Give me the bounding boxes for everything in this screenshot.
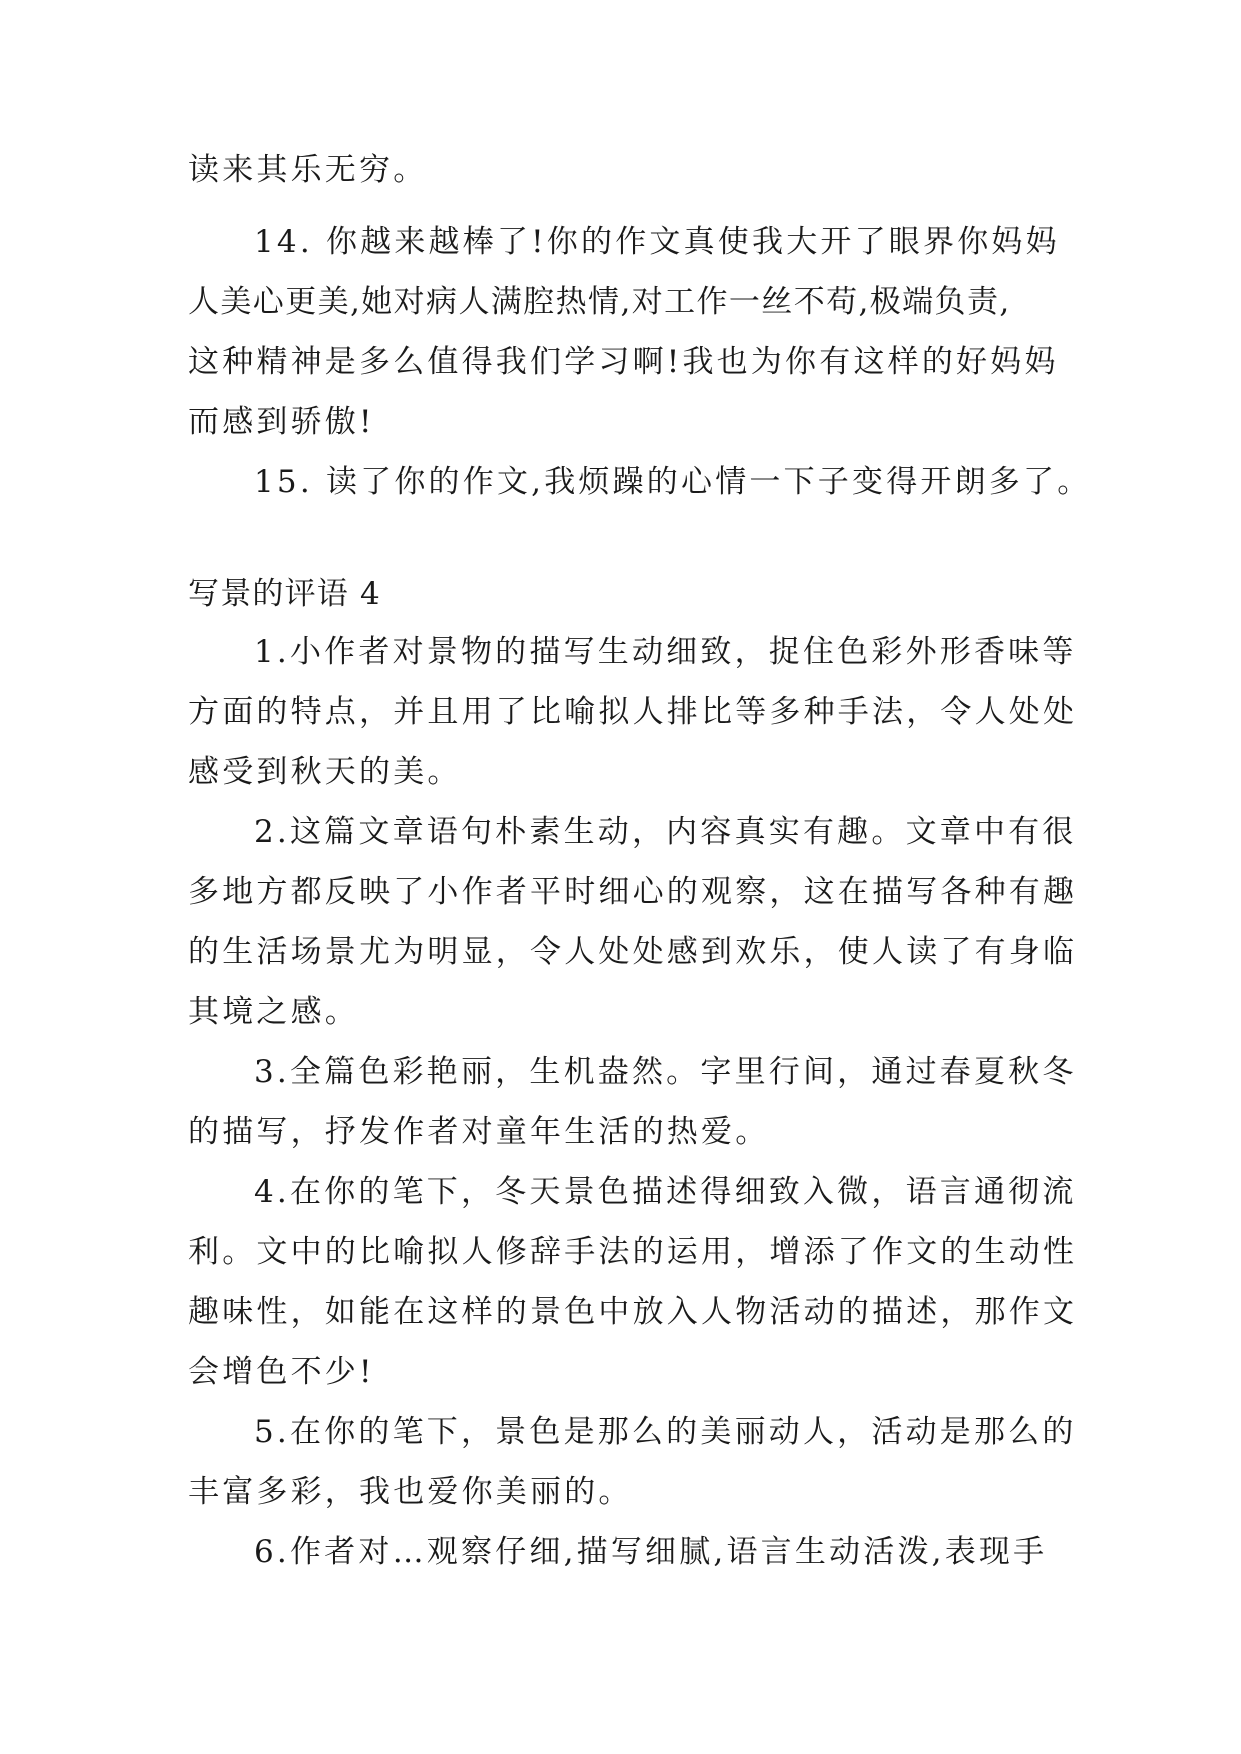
list-item-2-line-3: 的生活场景尤为明显，令人处处感到欢乐，使人读了有身临 — [188, 934, 1078, 970]
list-item-4-line-1: 4.在你的笔下，冬天景色描述得细致入微，语言通彻流 — [254, 1174, 1077, 1210]
list-item-3-line-2: 的描写，抒发作者对童年生活的热爱。 — [188, 1114, 770, 1150]
list-item-1-line-2: 方面的特点，并且用了比喻拟人排比等多种手法，令人处处 — [188, 694, 1078, 730]
list-item-4-line-2: 利。文中的比喻拟人修辞手法的运用，增添了作文的生动性 — [188, 1234, 1078, 1270]
section-heading: 写景的评语 4 — [188, 576, 381, 612]
list-item-4-line-4: 会增色不少! — [188, 1354, 375, 1390]
list-item-14-line-2: 人美心更美,她对病人满腔热情,对工作一丝不苟,极端负责, — [188, 284, 1011, 320]
list-item-2-line-2: 多地方都反映了小作者平时细心的观察，这在描写各种有趣 — [188, 874, 1078, 910]
list-item-14-line-4: 而感到骄傲! — [188, 404, 375, 440]
list-item-4-line-3: 趣味性，如能在这样的景色中放入人物活动的描述，那作文 — [188, 1294, 1078, 1330]
list-item-14-line-3: 这种精神是多么值得我们学习啊!我也为你有这样的好妈妈 — [188, 344, 1059, 380]
list-item-1-line-3: 感受到秋天的美。 — [188, 754, 462, 790]
list-item-15-line-1: 15. 读了你的作文,我烦躁的心情一下子变得开朗多了。 — [254, 464, 1092, 500]
list-item-6-line-1: 6.作者对…观察仔细,描写细腻,语言生动活泼,表现手 — [254, 1534, 1048, 1570]
list-item-1-line-1: 1.小作者对景物的描写生动细致，捉住色彩外形香味等 — [254, 634, 1077, 670]
list-item-14-line-1: 14. 你越来越棒了!你的作文真使我大开了眼界你妈妈 — [254, 224, 1060, 260]
list-item-2-line-1: 2.这篇文章语句朴素生动，内容真实有趣。文章中有很 — [254, 814, 1077, 850]
list-item-3-line-1: 3.全篇色彩艳丽，生机盎然。字里行间，通过春夏秋冬 — [254, 1054, 1077, 1090]
list-item-5-line-2: 丰富多彩，我也爱你美丽的。 — [188, 1474, 633, 1510]
list-item-2-line-4: 其境之感。 — [188, 994, 359, 1030]
list-item-5-line-1: 5.在你的笔下，景色是那么的美丽动人，活动是那么的 — [254, 1414, 1077, 1450]
paragraph-continuation-line: 读来其乐无穷。 — [188, 152, 428, 188]
